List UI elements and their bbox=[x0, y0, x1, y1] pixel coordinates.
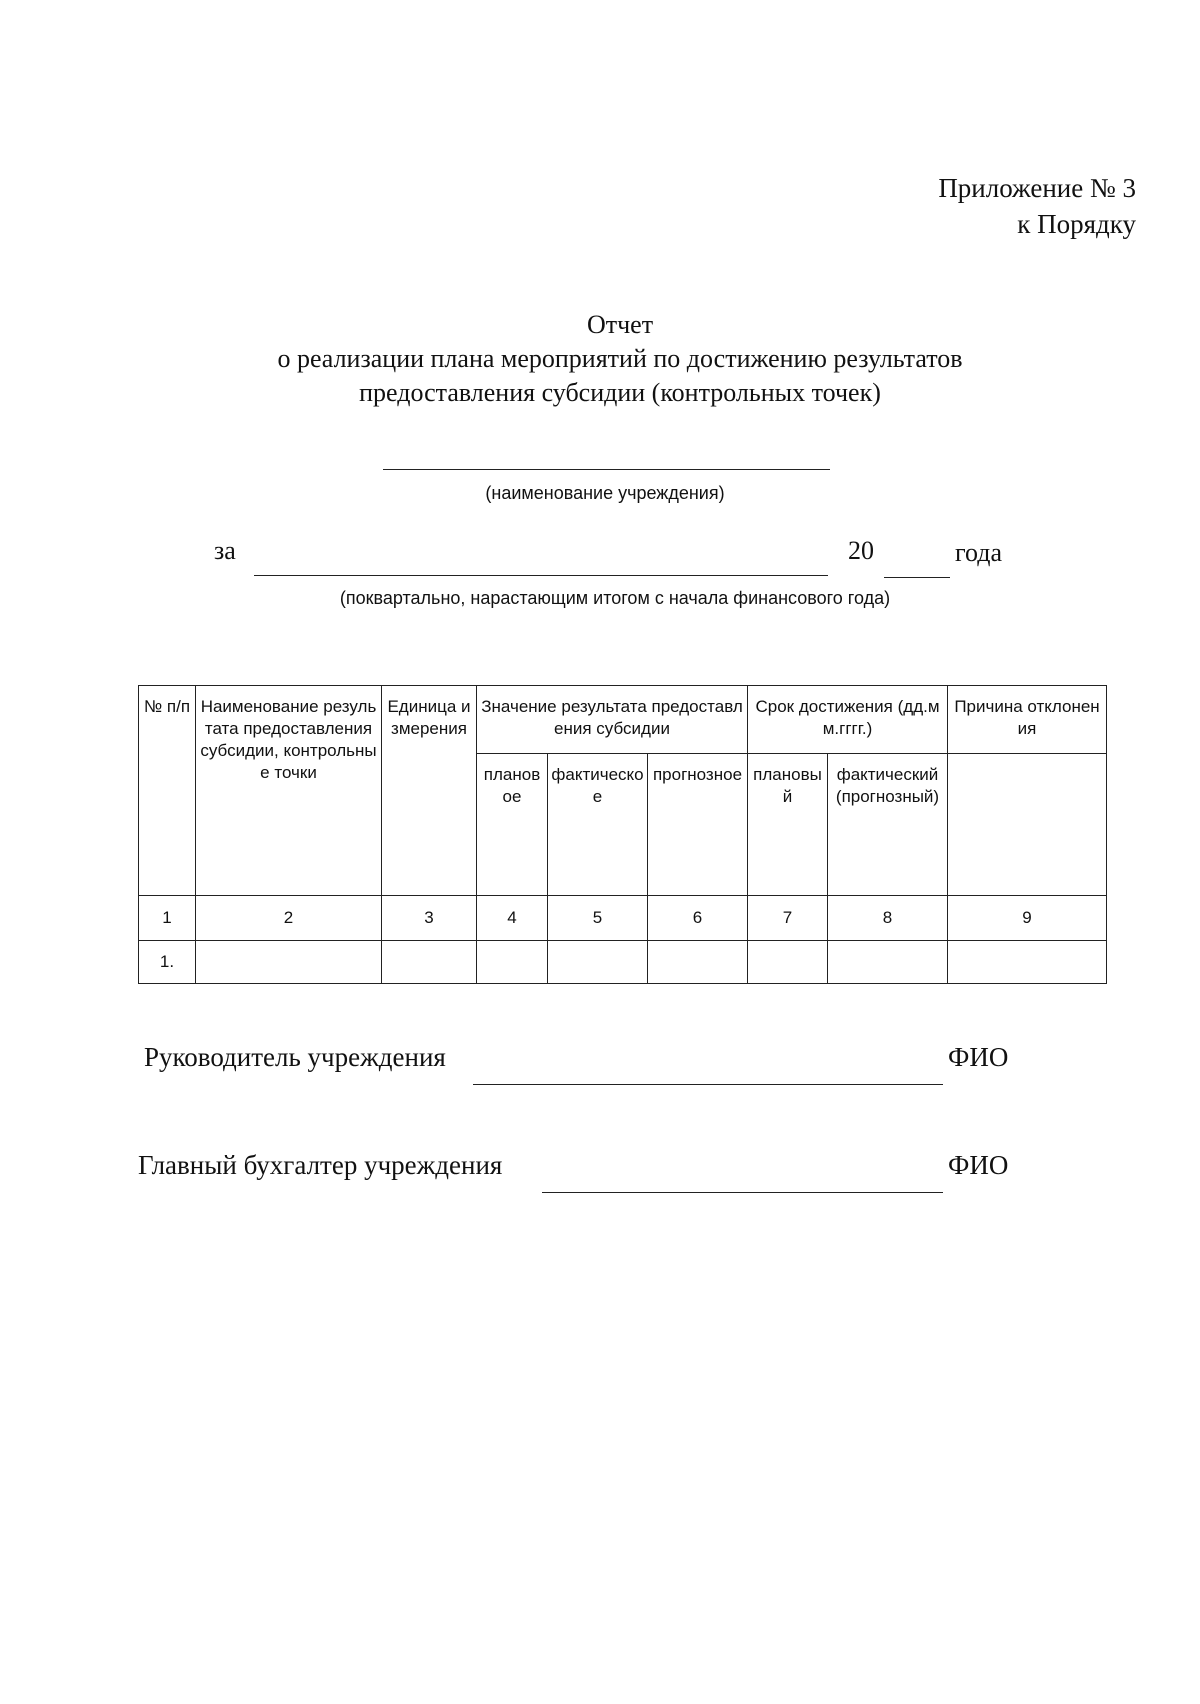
row-reason bbox=[948, 941, 1107, 984]
column-number: 6 bbox=[648, 896, 748, 941]
accountant-signature-label: Главный бухгалтер учреждения bbox=[138, 1150, 503, 1180]
row-num: 1. bbox=[139, 941, 196, 984]
head-fio: ФИО bbox=[948, 1042, 1009, 1072]
accountant-fio: ФИО bbox=[948, 1150, 1009, 1180]
column-number: 8 bbox=[828, 896, 948, 941]
column-number: 3 bbox=[382, 896, 477, 941]
period-year-line bbox=[884, 577, 950, 578]
table-row bbox=[139, 941, 1107, 984]
row-actual bbox=[548, 941, 648, 984]
column-number: 1 bbox=[139, 896, 196, 941]
header-planned: плановое bbox=[477, 754, 548, 896]
header-value-group: Значение результата предоставления субсидии bbox=[477, 686, 748, 754]
row-deadline-planned bbox=[748, 941, 828, 984]
header-unit: Единица измерения bbox=[382, 686, 477, 896]
report-table bbox=[138, 685, 1107, 984]
appendix-number: Приложение № 3 bbox=[938, 173, 1136, 203]
header-deadline-actual: фактический (прогнозный) bbox=[828, 754, 948, 896]
title-line-3: предоставления субсидии (контрольных точек) bbox=[359, 378, 881, 407]
row-planned bbox=[477, 941, 548, 984]
report-title bbox=[0, 308, 1200, 410]
title-line-1: Отчет bbox=[586, 310, 654, 339]
row-forecast bbox=[648, 941, 748, 984]
period-year-suffix: года bbox=[955, 538, 1003, 567]
header-deadline-group: Срок достижения (дд.мм.гггг.) bbox=[748, 686, 948, 754]
header-reason: Причина отклонения bbox=[948, 686, 1107, 754]
appendix-order: к Порядку bbox=[1017, 209, 1136, 239]
header-num: № п/п bbox=[139, 686, 196, 896]
head-signature-line bbox=[473, 1084, 943, 1085]
institution-name-caption: (наименование учреждения) bbox=[485, 483, 725, 503]
row-unit bbox=[382, 941, 477, 984]
header-forecast: прогнозное bbox=[648, 754, 748, 896]
period-line bbox=[254, 575, 828, 576]
column-number: 9 bbox=[948, 896, 1107, 941]
period-year-prefix: 20 bbox=[848, 536, 874, 565]
column-number: 7 bbox=[748, 896, 828, 941]
appendix-reference bbox=[938, 170, 1136, 242]
column-number: 5 bbox=[548, 896, 648, 941]
row-deadline-actual bbox=[828, 941, 948, 984]
title-line-2: о реализации плана мероприятий по достижению результатов bbox=[277, 344, 963, 373]
header-name: Наименование результата предоставления субсидии, контрольные точки bbox=[196, 686, 382, 896]
institution-name-line bbox=[383, 469, 830, 470]
header-actual: фактическое bbox=[548, 754, 648, 896]
header-reason-sub bbox=[948, 754, 1107, 896]
head-signature-label: Руководитель учреждения bbox=[144, 1042, 446, 1072]
period-caption: (поквартально, нарастающим итогом с начала финансового года) bbox=[339, 588, 891, 608]
accountant-signature-line bbox=[542, 1192, 943, 1193]
column-number: 2 bbox=[196, 896, 382, 941]
column-number: 4 bbox=[477, 896, 548, 941]
header-deadline-planned: плановый bbox=[748, 754, 828, 896]
period-prefix: за bbox=[214, 536, 236, 565]
row-name bbox=[196, 941, 382, 984]
